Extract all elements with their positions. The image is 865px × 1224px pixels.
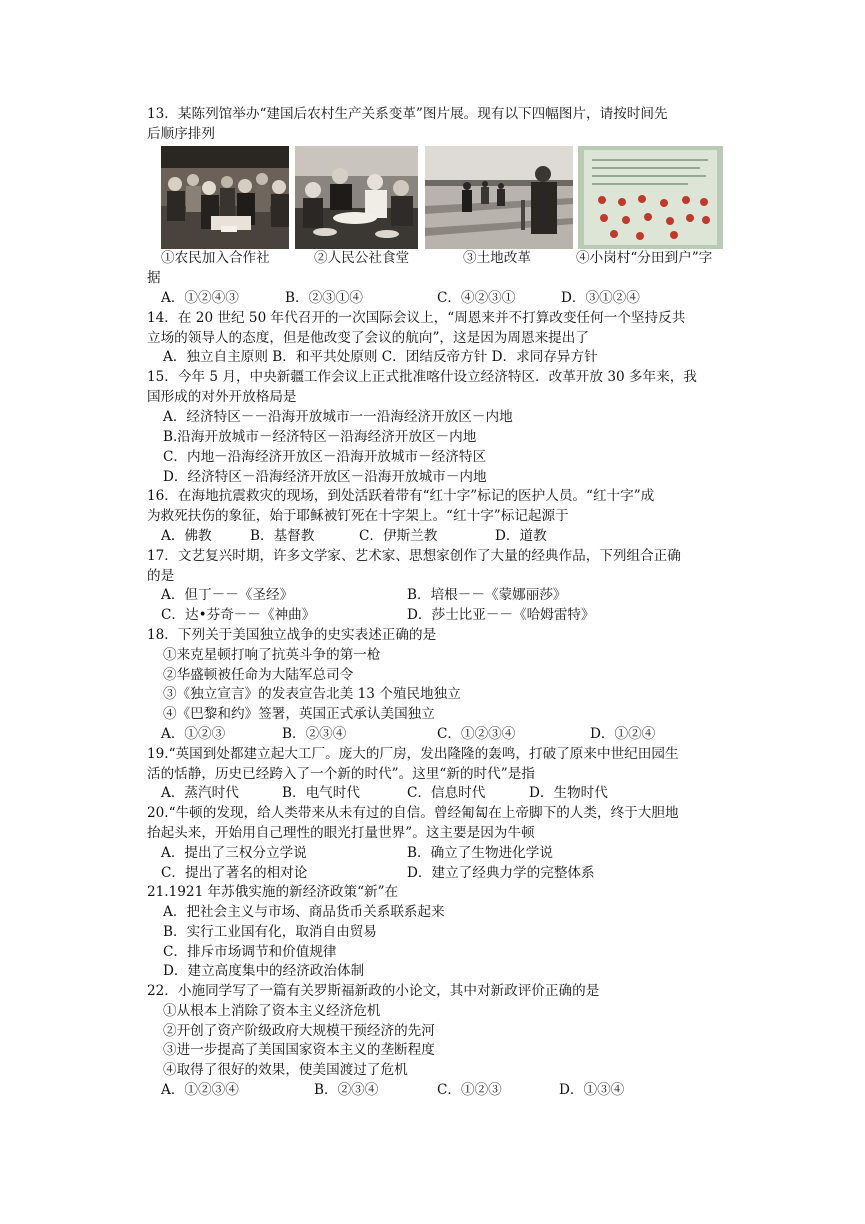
q17-stem: 17．文艺复兴时期，许多文学家、艺术家、思想家创作了大量的经典作品，下列组合正确 xyxy=(147,548,681,564)
q22-option-c: C．①②③ xyxy=(437,1082,502,1098)
q18-option-a: A．①②③ xyxy=(161,726,226,742)
q22-item-2: ②开创了资产阶级政府大规模干预经济的先河 xyxy=(163,1023,435,1039)
q19-option-b: B．电气时代 xyxy=(282,785,360,801)
q22-option-a: A．①②③④ xyxy=(161,1082,239,1098)
q22-item-1: ①从根本上消除了资本主义经济危机 xyxy=(163,1003,381,1019)
photo-xiaogang-document xyxy=(578,146,723,249)
q15-stem-cont: 国形成的对外开放格局是 xyxy=(147,389,297,405)
photo-commune-canteen xyxy=(295,146,418,249)
q21-option-c: C．排斥市场调节和价值规律 xyxy=(163,944,337,960)
q20-option-c: C．提出了著名的相对论 xyxy=(161,865,308,881)
q13-stem: 13．某陈列馆举办“建国后农村生产关系变革”图片展。现有以下四幅图片，请按时间先 xyxy=(147,106,668,122)
q16-option-a: A．佛教 xyxy=(161,528,212,544)
q16-option-c: C．伊斯兰教 xyxy=(359,528,438,544)
q13-option-b: B．②③①④ xyxy=(285,290,363,306)
q15-option-b: B.沿海开放城市－经济特区－沿海经济开放区－内地 xyxy=(163,429,477,445)
q17-stem-cont: 的是 xyxy=(147,568,175,584)
q18-item-1: ①来克星顿打响了抗英斗争的第一枪 xyxy=(163,647,381,663)
q22-option-d: D．①③④ xyxy=(559,1082,625,1098)
q20-stem: 20.“牛顿的发现，给人类带来从未有过的自信。曾经匍匐在上帝脚下的人类，终于大胆地 xyxy=(147,805,679,821)
q14-stem-cont: 立场的领导人的态度，但是他改变了会议的航向”，这是因为周恩来提出了 xyxy=(147,330,589,346)
q21-option-b: B．实行工业国有化，取消自由贸易 xyxy=(163,924,377,940)
q22-item-4: ④取得了很好的效果，使美国渡过了危机 xyxy=(163,1062,408,1078)
q20-option-d: D．建立了经典力学的完整体系 xyxy=(407,865,595,881)
q13-caption-cont: 据 xyxy=(147,270,161,286)
q16-stem-cont: 为救死扶伤的象征，始于耶稣被钉死在十字架上。“红十字”标记起源于 xyxy=(147,508,569,524)
q19-option-c: C．信息时代 xyxy=(407,785,486,801)
q13-option-c: C．④②③① xyxy=(437,290,516,306)
q17-option-b: B．培根－－《蒙娜丽莎》 xyxy=(407,587,567,603)
q19-stem: 19.“英国到处都建立起大工厂。庞大的厂房，发出隆隆的轰鸣，打破了原来中世纪田园生 xyxy=(147,746,679,762)
q18-stem: 18．下列关于美国独立战争的史实表述正确的是 xyxy=(147,627,437,643)
q22-stem: 22．小施同学写了一篇有关罗斯福新政的小论文，其中对新政评价正确的是 xyxy=(147,983,600,999)
q14-stem: 14．在 20 世纪 50 年代召开的一次国际会议上，“周恩来并不打算改变任何一个坚持反共 xyxy=(147,310,686,326)
q18-option-c: C．①②③④ xyxy=(437,726,516,742)
q18-item-2: ②华盛顿被任命为大陆军总司令 xyxy=(163,667,354,683)
q17-option-c: C．达•芬奇－－《神曲》 xyxy=(161,607,316,623)
q20-option-b: B．确立了生物进化学说 xyxy=(407,845,553,861)
q21-option-d: D．建立高度集中的经济政治体制 xyxy=(163,963,365,979)
q22-item-3: ③进一步提高了美国国家资本主义的垄断程度 xyxy=(163,1042,435,1058)
q15-option-a: A．经济特区－－沿海开放城市一一沿海经济开放区－内地 xyxy=(163,409,513,425)
q13-option-a: A．①②④③ xyxy=(161,290,239,306)
q17-option-d: D．莎士比亚－－《哈姆雷特》 xyxy=(407,607,595,623)
q19-option-a: A．蒸汽时代 xyxy=(161,785,239,801)
q18-item-3: ③《独立宣言》的发表宣告北美 13 个殖民地独立 xyxy=(163,686,461,702)
q19-stem-cont: 活的恬静，历史已经跨入了一个新的时代”。这里“新的时代”是指 xyxy=(147,766,535,782)
q15-option-d: D．经济特区－沿海经济开放区－沿海开放城市－内地 xyxy=(163,469,487,485)
q13-stem-cont: 后顺序排列 xyxy=(147,126,215,142)
q13-caption-4: ④小岗村“分田到户”字 xyxy=(576,250,713,266)
q19-option-d: D．生物时代 xyxy=(529,785,608,801)
q13-option-d: D．③①②④ xyxy=(561,290,640,306)
q20-option-a: A．提出了三权分立学说 xyxy=(161,845,307,861)
q16-option-b: B．基督教 xyxy=(250,528,315,544)
q20-stem-cont: 抬起头来，开始用自己理性的眼光打量世界”。这主要是因为牛顿 xyxy=(147,825,535,841)
q18-option-b: B．②③④ xyxy=(282,726,347,742)
photo-land-reform xyxy=(425,146,573,249)
q14-options: A．独立自主原则 B．和平共处原则 C．团结反帝方针 D．求同存异方针 xyxy=(163,349,598,365)
q15-option-c: C．内地－沿海经济开放区－沿海开放城市－经济特区 xyxy=(163,449,487,465)
q16-stem: 16．在海地抗震救灾的现场，到处活跃着带有“红十字”标记的医护人员。“红十字”成 xyxy=(147,488,655,504)
q22-option-b: B．②③④ xyxy=(314,1082,379,1098)
q21-stem: 21.1921 年苏俄实施的新经济政策“新”在 xyxy=(147,884,399,900)
q16-option-d: D．道教 xyxy=(495,528,547,544)
q18-item-4: ④《巴黎和约》签署，英国正式承认美国独立 xyxy=(163,706,435,722)
q17-option-a: A．但丁－－《圣经》 xyxy=(161,587,294,603)
q13-caption-2: ②人民公社食堂 xyxy=(314,250,410,266)
q21-option-a: A．把社会主义与市场、商品货币关系联系起来 xyxy=(163,904,445,920)
q18-option-d: D．①②④ xyxy=(590,726,656,742)
q15-stem: 15．今年 5 月，中央新疆工作会议上正式批准喀什设立经济特区．改革开放 30 多年来，我 xyxy=(147,369,697,385)
photo-cooperative xyxy=(161,146,289,249)
q13-caption-3: ③土地改革 xyxy=(463,250,531,266)
q13-caption-1: ①农民加入合作社 xyxy=(161,250,270,266)
